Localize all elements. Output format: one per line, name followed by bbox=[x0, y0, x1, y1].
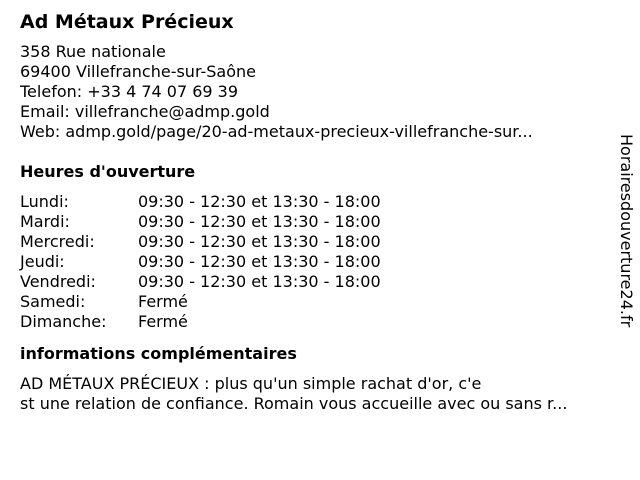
additional-info-line-2: st une relation de confiance. Romain vous accueille avec ou sans r... bbox=[20, 394, 568, 413]
hours-time: 09:30 - 12:30 et 13:30 - 18:00 bbox=[138, 272, 381, 291]
hours-row bbox=[20, 192, 610, 212]
hours-row bbox=[20, 252, 610, 272]
opening-hours-table bbox=[20, 192, 610, 332]
phone: Telefon: +33 4 74 07 69 39 bbox=[20, 82, 239, 101]
opening-hours-heading: Heures d'ouverture bbox=[20, 162, 196, 181]
business-name: Ad Métaux Précieux bbox=[20, 11, 234, 33]
hours-time: Fermé bbox=[138, 292, 188, 311]
hours-day: Vendredi: bbox=[20, 272, 96, 291]
hours-time: 09:30 - 12:30 et 13:30 - 18:00 bbox=[138, 192, 381, 211]
hours-row bbox=[20, 292, 610, 312]
address-line-2: 69400 Villefranche-sur-Saône bbox=[20, 62, 257, 81]
website: Web: admp.gold/page/20-ad-metaux-precieux-villefranche-sur... bbox=[20, 122, 533, 141]
hours-day: Samedi: bbox=[20, 292, 86, 311]
hours-time: 09:30 - 12:30 et 13:30 - 18:00 bbox=[138, 212, 381, 231]
business-card bbox=[20, 8, 610, 414]
site-watermark bbox=[614, 134, 634, 374]
hours-day: Dimanche: bbox=[20, 312, 107, 331]
hours-day: Jeudi: bbox=[20, 252, 65, 271]
additional-info-heading: informations complémentaires bbox=[20, 344, 297, 363]
hours-row bbox=[20, 212, 610, 232]
address-line-1: 358 Rue nationale bbox=[20, 42, 166, 61]
hours-day: Lundi: bbox=[20, 192, 69, 211]
hours-day: Mercredi: bbox=[20, 232, 95, 251]
hours-row bbox=[20, 312, 610, 332]
additional-info-line-1: AD MÉTAUX PRÉCIEUX : plus qu'un simple rachat d'or, c'e bbox=[20, 374, 482, 393]
site-watermark-text: Horairesdouverture24.fr bbox=[617, 134, 636, 328]
hours-time: Fermé bbox=[138, 312, 188, 331]
hours-day: Mardi: bbox=[20, 212, 70, 231]
hours-row bbox=[20, 232, 610, 252]
hours-time: 09:30 - 12:30 et 13:30 - 18:00 bbox=[138, 252, 381, 271]
email: Email: villefranche@admp.gold bbox=[20, 102, 270, 121]
hours-time: 09:30 - 12:30 et 13:30 - 18:00 bbox=[138, 232, 381, 251]
hours-row bbox=[20, 272, 610, 292]
